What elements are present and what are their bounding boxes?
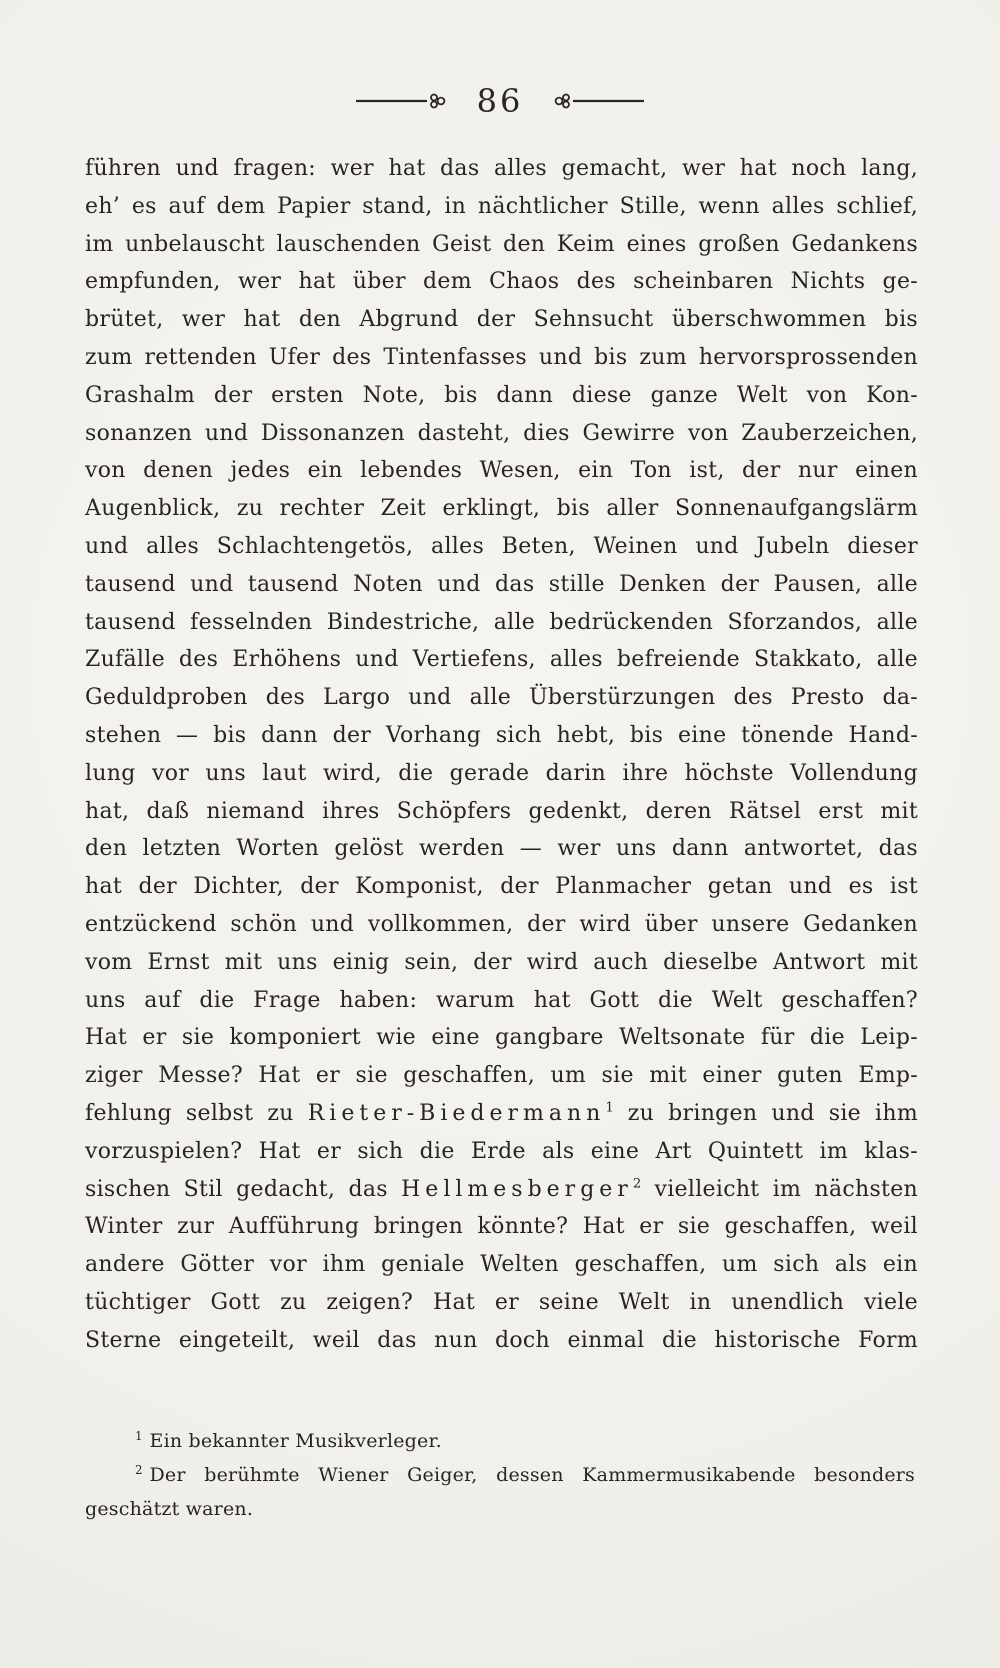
page-header — [0, 82, 1000, 120]
fleuron-dash-icon — [355, 93, 451, 109]
text-line: den letzten Worten gelöst werden — wer uns dann antwortet, das — [85, 836, 918, 862]
text-line: lung vor uns laut wird, die gerade darin ihre höchste Vollendung — [85, 760, 918, 786]
text-line: vorzuspielen? Hat er sich die Erde als eine Art Quintett im klas- — [85, 1138, 918, 1164]
footnote-reference: 2 — [632, 1176, 642, 1192]
footnote — [85, 1424, 915, 1458]
text-line: führen und fragen: wer hat das alles gemacht, wer hat noch lang, — [85, 156, 918, 181]
footnote — [85, 1458, 915, 1492]
text-line: entzückend schön und vollkommen, der wird über unsere Gedanken — [85, 911, 918, 937]
text-segment: sischen Stil gedacht, das — [85, 1176, 402, 1202]
text-line: tausend fesselnden Bindestriche, alle bedrückenden Sforzandos, alle — [85, 609, 918, 635]
text-line: Augenblick, zu rechter Zeit erklingt, bis aller Sonnenaufgangslärm — [85, 496, 918, 522]
text-segment: fehlung selbst zu — [85, 1100, 308, 1126]
text-line: vom Ernst mit uns einig sein, der wird auch dieselbe Antwort mit — [85, 949, 918, 975]
footnote-marker: 1 — [135, 1428, 143, 1443]
text-segment: zu bringen und sie ihm — [613, 1100, 918, 1126]
text-line: von denen jedes ein lebendes Wesen, ein Ton ist, der nur einen — [85, 458, 918, 484]
text-line: Sterne eingeteilt, weil das nun doch einmal die historische Form — [85, 1327, 918, 1353]
text-line: im unbelauscht lauschenden Geist den Keim eines großen Gedankens — [85, 231, 918, 257]
footnote-reference: 1 — [605, 1100, 614, 1116]
text-line: brütet, wer hat den Abgrund der Sehnsucht überschwommen bis — [85, 307, 918, 333]
text-line: tausend und tausend Noten und das stille Denken der Pausen, alle — [85, 571, 918, 597]
footnote-continuation — [85, 1492, 915, 1526]
text-line: empfunden, wer hat über dem Chaos des scheinbaren Nichts ge- — [85, 269, 918, 295]
violinist-name: Hellmesberger — [401, 1176, 633, 1202]
fleuron-dash-icon — [549, 93, 645, 109]
text-segment: vielleicht im nächsten — [641, 1176, 918, 1202]
text-line: uns auf die Frage haben: warum hat Gott die Welt geschaffen? — [85, 987, 918, 1013]
footnote-text: geschätzt waren. — [85, 1498, 254, 1520]
footnote-text: Ein bekannter Musikverleger. — [149, 1430, 442, 1452]
text-line: Geduldproben des Largo und alle Überstürzungen des Presto da- — [85, 685, 918, 711]
text-line — [85, 1095, 918, 1133]
footnotes-block — [85, 1424, 915, 1526]
text-line: zum rettenden Ufer des Tintenfasses und bis zum hervorsprossenden — [85, 344, 918, 370]
text-line: Hat er sie komponiert wie eine gangbare Weltsonate für die Leip- — [85, 1025, 918, 1051]
text-line — [85, 1171, 918, 1209]
text-line: ziger Messe? Hat er sie geschaffen, um sie mit einer guten Emp- — [85, 1063, 918, 1089]
text-line: Zufälle des Erhöhens und Vertiefens, alles befreiende Stakkato, alle — [85, 647, 918, 673]
text-line: andere Götter vor ihm geniale Welten geschaffen, um sich als ein — [85, 1252, 918, 1278]
text-line: tüchtiger Gott zu zeigen? Hat er seine Welt in unendlich viele — [85, 1289, 918, 1315]
text-line: hat, daß niemand ihres Schöpfers gedenkt, deren Rätsel erst mit — [85, 798, 918, 824]
page-number: 86 — [476, 82, 524, 120]
text-line: Winter zur Aufführung bringen könnte? Hat er sie geschaffen, weil — [85, 1214, 918, 1240]
publisher-name: Rieter-Biedermann — [307, 1100, 606, 1126]
text-line: hat der Dichter, der Komponist, der Planmacher getan und es ist — [85, 874, 918, 900]
body-text — [85, 150, 918, 1360]
text-line: eh’ es auf dem Papier stand, in nächtlicher Stille, wenn alles schlief, — [85, 193, 918, 219]
text-line: und alles Schlachtengetös, alles Beten, Weinen und Jubeln dieser — [85, 533, 918, 559]
footnote-text: Der berühmte Wiener Geiger, dessen Kammermusikabende besonders — [149, 1464, 915, 1486]
text-line: stehen — bis dann der Vorhang sich hebt, bis eine tönende Hand- — [85, 722, 918, 748]
footnote-marker: 2 — [135, 1462, 143, 1477]
text-line: sonanzen und Dissonanzen dasteht, dies Gewirre von Zauberzeichen, — [85, 420, 918, 446]
text-line: Grashalm der ersten Note, bis dann diese ganze Welt von Kon- — [85, 382, 918, 408]
